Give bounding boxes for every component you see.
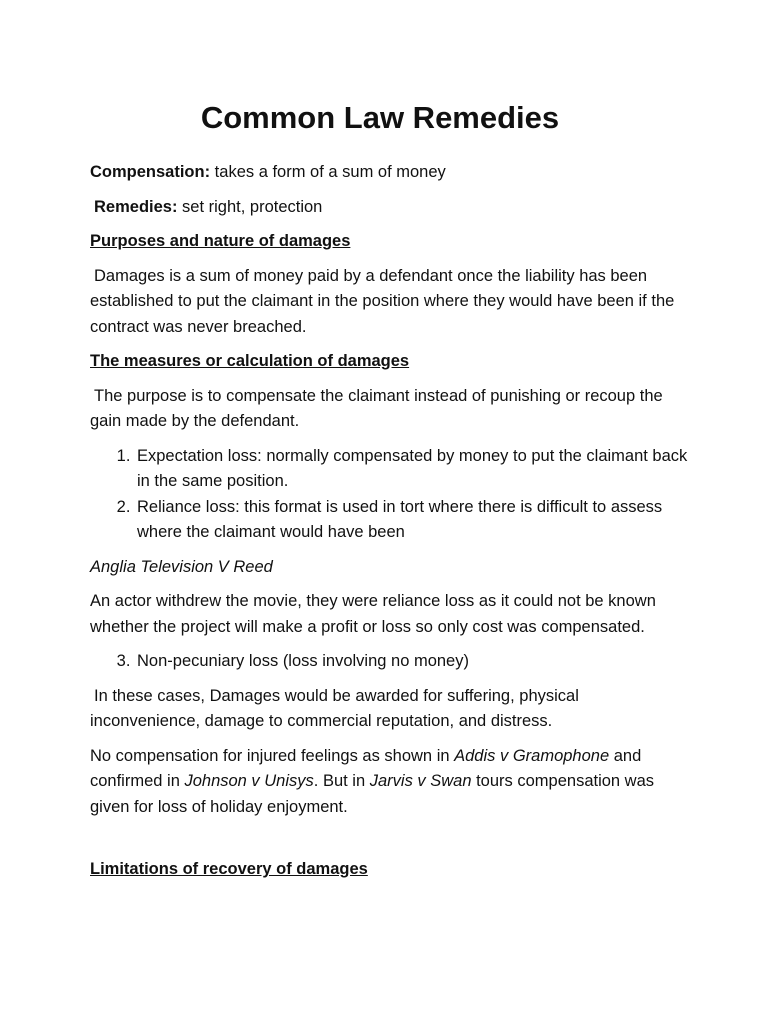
feelings-text: tours compensation was given for loss of holiday enjoyment. — [90, 772, 655, 816]
purposes-heading: Purposes and nature of damages — [90, 232, 351, 250]
loss-types-list-continued — [90, 649, 690, 675]
list-item: 2. Reliance loss: this format is used in tort where there is difficult to assess where the claimant would have been — [135, 495, 690, 546]
page-title: Common Law Remedies — [200, 100, 560, 135]
feelings-text: . But in — [313, 772, 370, 790]
case-name-addis: Addis v Gramophone — [454, 746, 610, 765]
list-item: 3. Non-pecuniary loss (loss involving no money) — [135, 649, 690, 675]
case-name-jarvis: Jarvis v Swan — [369, 772, 472, 790]
feelings-text: and confirmed in — [90, 746, 642, 790]
measures-paragraph-text: The purpose is to compensate the claimant instead of punishing or recoup the gain made by the defendant. — [90, 386, 663, 430]
measures-heading: The measures or calculation of damages — [90, 352, 410, 370]
remedies-label: Remedies: — [94, 197, 178, 216]
measures-paragraph — [90, 384, 690, 435]
feelings-text: No compensation for injured feelings as shown in — [90, 746, 455, 765]
case-name-anglia: Anglia Television V Reed — [90, 557, 273, 576]
document-body — [90, 98, 690, 892]
compensation-label: Compensation: — [90, 163, 211, 181]
purposes-paragraph — [90, 264, 690, 341]
remedies-definition — [90, 195, 690, 221]
remedies-text: set right, protection — [177, 197, 323, 216]
list-item: 1. Expectation loss: normally compensated by money to put the claimant back in the same position. — [135, 444, 690, 495]
section-spacer — [90, 829, 690, 857]
nonpecuniary-paragraph — [90, 684, 690, 735]
case-name-johnson: Johnson v Unisys — [184, 772, 314, 790]
loss-types-list — [90, 444, 690, 546]
limitations-heading: Limitations of recovery of damages — [90, 860, 368, 878]
compensation-definition — [90, 160, 690, 186]
case-paragraph: An actor withdrew the movie, they were reliance loss as it could not be known whether the project will make a profit or loss so only cost was compensated. — [90, 592, 656, 636]
nonpecuniary-paragraph-text: In these cases, Damages would be awarded for suffering, physical inconvenience, damage to commercial reputation, and distress. — [90, 686, 579, 730]
purposes-paragraph-text: Damages is a sum of money paid by a defendant once the liability has been established to put the claimant in the position where they would have been if the contract was never breached. — [90, 266, 675, 336]
compensation-text: takes a form of a sum of money — [210, 163, 446, 181]
feelings-paragraph — [90, 744, 690, 821]
